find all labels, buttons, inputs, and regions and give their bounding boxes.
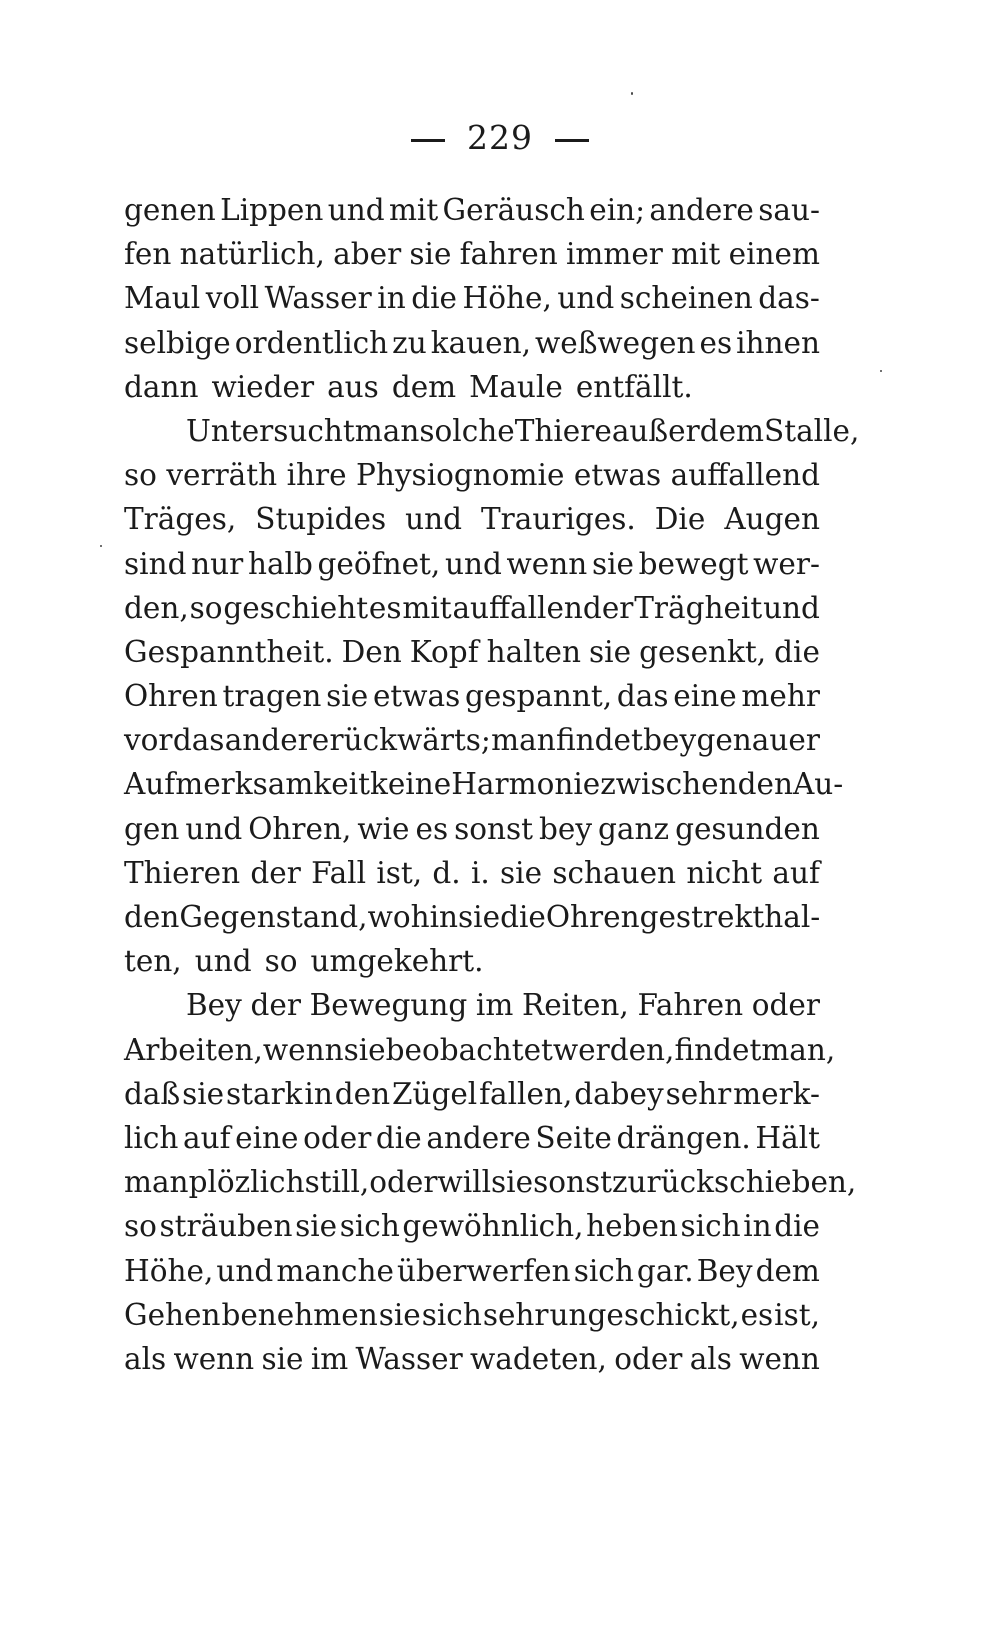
text-line	[124, 1028, 836, 1072]
word: beobachtet	[385, 1032, 553, 1067]
text-line	[124, 1293, 820, 1337]
text-line	[124, 409, 860, 453]
word: drängen.	[616, 1120, 751, 1155]
word: etwas	[573, 458, 662, 493]
word: geschieht	[223, 590, 369, 625]
word: mehr	[741, 679, 820, 714]
header-dash-left	[411, 139, 445, 142]
word: fen	[124, 237, 172, 272]
word: zwischen	[600, 767, 738, 802]
word: eine	[673, 679, 737, 714]
word: und	[216, 1253, 274, 1288]
word: mit	[388, 193, 439, 227]
word: so	[189, 590, 223, 625]
word: verräth	[166, 458, 278, 493]
word: Ohren	[124, 679, 218, 714]
word: aber	[333, 237, 402, 272]
word: natürlich,	[179, 237, 325, 272]
word: sehr	[482, 1297, 549, 1332]
word: hal-	[764, 900, 821, 934]
word: die	[774, 1209, 820, 1244]
word: gewöhnlich,	[402, 1209, 584, 1244]
word: Reiten,	[522, 988, 629, 1023]
word: aus	[327, 369, 379, 404]
word: auf	[772, 855, 820, 890]
word: findet	[556, 723, 643, 758]
word: man,	[761, 1032, 836, 1067]
word: Gespanntheit.	[124, 634, 334, 669]
word: gar.	[636, 1253, 694, 1288]
word: mit	[402, 590, 452, 625]
word: und	[763, 590, 820, 625]
word: halb	[247, 546, 313, 581]
word: auffallender	[452, 590, 634, 625]
word: und	[327, 193, 385, 227]
word: auf	[183, 1120, 231, 1155]
word: die	[411, 281, 457, 316]
word: mit	[671, 237, 721, 272]
word: ist,	[774, 1297, 820, 1332]
word: wenn	[262, 1032, 344, 1067]
word: merk-	[733, 1076, 820, 1111]
word: Zügel	[391, 1076, 478, 1111]
word: Thiere	[514, 413, 612, 448]
text-line	[124, 1204, 820, 1248]
word: gestrekt	[639, 900, 765, 934]
word: so	[264, 944, 298, 979]
word: man	[491, 723, 556, 758]
word: in	[304, 1076, 333, 1111]
word: wenn	[739, 1341, 820, 1376]
word: und	[444, 546, 502, 581]
word: sehr	[665, 1076, 732, 1111]
text-line	[124, 1160, 857, 1204]
word: i.	[470, 855, 490, 890]
word: umgekehrt.	[310, 944, 484, 979]
word: und	[185, 811, 243, 846]
word: Fall	[311, 855, 367, 890]
word: der	[250, 988, 301, 1023]
word: sonst	[454, 811, 534, 846]
word: werden,	[552, 1032, 675, 1067]
word: Höhe,	[462, 281, 552, 316]
word: dem	[391, 369, 457, 404]
word: Aufmerksamkeit	[124, 767, 370, 802]
word: Au-	[792, 767, 844, 802]
word: oder	[369, 1165, 438, 1200]
word: Gegenstand,	[179, 900, 368, 934]
word: Fahren	[637, 988, 744, 1023]
word: oder	[751, 988, 820, 1023]
text-line	[124, 939, 820, 983]
text-line	[124, 232, 820, 276]
paper-speck	[631, 92, 633, 95]
word: als	[124, 1341, 167, 1376]
text-line	[124, 188, 820, 232]
word: selbige	[124, 325, 231, 360]
word: schauen	[552, 855, 677, 890]
word: genauer	[696, 723, 820, 758]
word: Ohren,	[248, 811, 352, 846]
word: zu	[392, 325, 427, 360]
word: stark	[225, 1076, 303, 1111]
word: Hält	[755, 1120, 820, 1155]
word: weßwegen	[535, 325, 696, 360]
word: die	[375, 1120, 422, 1155]
text-line	[124, 586, 820, 630]
word: solche	[419, 413, 515, 448]
word: und	[194, 944, 252, 979]
word: sie	[182, 1076, 225, 1111]
word: Die	[654, 502, 706, 537]
word: voll	[205, 281, 260, 316]
word: wie	[357, 811, 410, 846]
word: sträuben	[159, 1209, 293, 1244]
word: genen	[124, 193, 216, 227]
text-line	[124, 365, 820, 409]
word: es	[699, 325, 733, 360]
word: sie	[326, 679, 369, 714]
word: Geräusch	[442, 193, 585, 227]
word: die	[500, 900, 546, 934]
text-line	[124, 1116, 820, 1160]
word: das	[616, 679, 669, 714]
text-line	[124, 807, 820, 851]
word: manche	[276, 1253, 394, 1288]
word: ein;	[589, 193, 646, 227]
word: kauen,	[430, 325, 532, 360]
text-line	[124, 895, 820, 939]
word: wadeten,	[470, 1341, 607, 1376]
word: ordentlich	[234, 325, 389, 360]
page-number: 229	[467, 118, 533, 157]
word: will	[437, 1165, 492, 1200]
paper-speck	[880, 370, 882, 372]
word: vor	[124, 723, 173, 758]
text-line	[124, 630, 820, 674]
word: oder	[614, 1341, 683, 1376]
word: lich	[124, 1120, 179, 1155]
word: die	[774, 634, 820, 669]
word: Seite	[535, 1120, 612, 1155]
word: gespannt,	[464, 679, 613, 714]
word: sie	[591, 546, 634, 581]
word: im	[310, 1341, 349, 1376]
word: etwas	[372, 679, 461, 714]
word: den	[737, 767, 793, 802]
word: im	[475, 988, 514, 1023]
word: Trauriges.	[481, 502, 636, 537]
word: Maule	[469, 369, 563, 404]
word: sie	[491, 1165, 534, 1200]
word: sich	[573, 1253, 634, 1288]
word: sie	[409, 237, 452, 272]
text-line	[124, 1249, 820, 1293]
header-dash-right	[555, 139, 589, 142]
word: einem	[728, 237, 820, 272]
word: es	[740, 1297, 774, 1332]
word: wohin	[367, 900, 459, 934]
word: Trägheit	[634, 590, 763, 625]
word: Wasser	[264, 281, 372, 316]
word: wenn	[506, 546, 588, 581]
word: sie	[378, 1297, 421, 1332]
word: fahren	[459, 237, 558, 272]
word: Stalle,	[764, 413, 860, 448]
word: sie	[589, 634, 632, 669]
word: überwerfen	[397, 1253, 571, 1288]
word: als	[689, 1341, 732, 1376]
word: außer	[611, 413, 700, 448]
word: dem	[755, 1253, 820, 1288]
text-line	[124, 674, 820, 718]
word: Ohren	[545, 900, 640, 934]
word: Wasser	[355, 1341, 463, 1376]
word: andere	[649, 193, 754, 227]
word: plözlich	[188, 1165, 305, 1200]
word: ist,	[376, 855, 423, 890]
word: dem	[699, 413, 765, 448]
text-line	[124, 321, 820, 365]
word: und	[557, 281, 615, 316]
word: wenn	[173, 1341, 255, 1376]
word: es	[415, 811, 449, 846]
word: sich	[421, 1297, 482, 1332]
word: in	[377, 281, 406, 316]
word: Den	[341, 634, 402, 669]
word: bewegt	[638, 546, 749, 581]
word: sie	[261, 1341, 304, 1376]
text-line	[124, 1337, 820, 1381]
word: Kopf	[409, 634, 479, 669]
word: Gehen	[124, 1297, 221, 1332]
word: dabey	[574, 1076, 664, 1111]
word: immer	[565, 237, 663, 272]
word: sonst	[533, 1165, 612, 1200]
word: andere	[426, 1120, 531, 1155]
word: gen	[124, 811, 180, 846]
word: dann	[124, 369, 199, 404]
word: wieder	[211, 369, 315, 404]
text-line	[124, 542, 820, 586]
word: findet	[674, 1032, 762, 1067]
word: ten,	[124, 944, 182, 979]
word: es	[368, 590, 402, 625]
word: ihre	[286, 458, 347, 493]
word: Harmonie	[451, 767, 601, 802]
word: Maul	[124, 281, 201, 316]
word: heben	[586, 1209, 678, 1244]
body-text	[124, 188, 860, 1381]
word: gesunden	[675, 811, 820, 846]
word: sau-	[758, 193, 820, 227]
word: gesenkt,	[639, 634, 767, 669]
word: still,	[304, 1165, 370, 1200]
text-line	[124, 276, 820, 320]
word: scheinen	[619, 281, 753, 316]
word: rückwärts;	[329, 723, 491, 758]
word: und	[405, 502, 462, 537]
text-line	[124, 497, 820, 541]
word: bey	[539, 811, 593, 846]
word: das	[172, 723, 225, 758]
word: tragen	[222, 679, 322, 714]
word: den	[124, 900, 180, 934]
word: nicht	[686, 855, 763, 890]
word: eine	[235, 1120, 299, 1155]
word: in	[743, 1209, 772, 1244]
word: der	[250, 855, 301, 890]
word: Lippen	[220, 193, 324, 227]
word: geöfnet,	[317, 546, 441, 581]
word: entfällt.	[575, 369, 693, 404]
text-line	[124, 851, 820, 895]
word: ungeschickt,	[549, 1297, 740, 1332]
word: Bey	[696, 1253, 753, 1288]
word: Augen	[724, 502, 820, 537]
word: oder	[303, 1120, 372, 1155]
word: Bewegung	[309, 988, 468, 1023]
word: man	[124, 1165, 189, 1200]
word: so	[124, 1209, 157, 1244]
word: d.	[432, 855, 461, 890]
word: das-	[758, 281, 820, 316]
word: sie	[295, 1209, 338, 1244]
text-line	[124, 1072, 820, 1116]
word: sind	[124, 546, 187, 581]
word: sie	[500, 855, 543, 890]
word: sich	[339, 1209, 400, 1244]
text-line	[124, 983, 820, 1027]
word: bey	[643, 723, 697, 758]
word: Arbeiten,	[124, 1032, 263, 1067]
word: sie	[343, 1032, 386, 1067]
word: den	[334, 1076, 391, 1111]
text-line	[124, 762, 844, 806]
word: man	[354, 413, 420, 448]
word: sie	[458, 900, 501, 934]
word: so	[124, 458, 157, 493]
page-header	[0, 118, 1000, 157]
word: nur	[191, 546, 244, 581]
word: daß	[124, 1076, 181, 1111]
word: benehmen	[221, 1297, 378, 1332]
word: halten	[486, 634, 581, 669]
word: auffallend	[670, 458, 820, 493]
word: andere	[224, 723, 330, 758]
word: Thieren	[124, 855, 241, 890]
word: Stupides	[255, 502, 387, 537]
word: den,	[124, 590, 189, 625]
word: ganz	[598, 811, 670, 846]
word: ihnen	[736, 325, 820, 360]
word: Träges,	[124, 502, 237, 537]
word: keine	[369, 767, 452, 802]
word: Untersucht	[186, 413, 355, 448]
word: Höhe,	[124, 1253, 214, 1288]
word: zurückschieben,	[612, 1165, 857, 1200]
text-line	[124, 718, 820, 762]
word: wer-	[753, 546, 820, 581]
paper-speck	[100, 545, 102, 547]
word: fallen,	[479, 1076, 573, 1111]
text-line	[124, 453, 820, 497]
word: Bey	[186, 988, 242, 1023]
word: Physiognomie	[356, 458, 565, 493]
word: sich	[680, 1209, 741, 1244]
